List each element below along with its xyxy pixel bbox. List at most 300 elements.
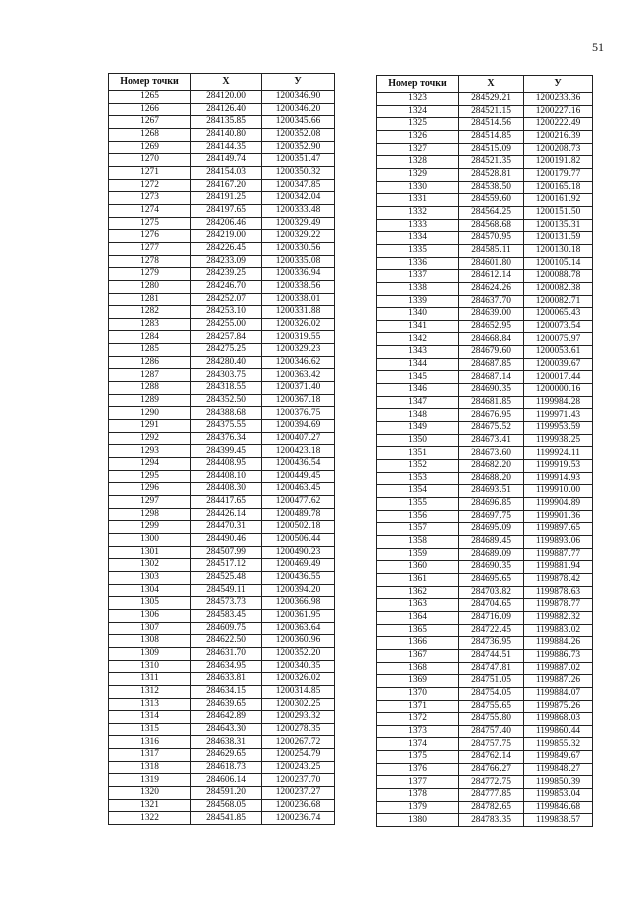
cell-y: 1200352.90 bbox=[262, 141, 335, 154]
table-row bbox=[377, 333, 593, 346]
table-row bbox=[377, 789, 593, 802]
cell-point-number: 1284 bbox=[109, 331, 191, 344]
table-row bbox=[109, 609, 335, 622]
cell-x: 284585.11 bbox=[459, 244, 524, 257]
cell-y: 1200130.18 bbox=[524, 244, 593, 257]
table-row bbox=[377, 535, 593, 548]
cell-point-number: 1336 bbox=[377, 257, 459, 270]
table-row bbox=[377, 548, 593, 561]
cell-y: 1200489.78 bbox=[262, 508, 335, 521]
table-row bbox=[109, 622, 335, 635]
cell-y: 1200236.68 bbox=[262, 799, 335, 812]
cell-point-number: 1358 bbox=[377, 535, 459, 548]
cell-x: 284762.14 bbox=[459, 751, 524, 764]
cell-y: 1200161.92 bbox=[524, 194, 593, 207]
table-row bbox=[109, 179, 335, 192]
cell-x: 284529.21 bbox=[459, 93, 524, 106]
cell-point-number: 1331 bbox=[377, 194, 459, 207]
table-row bbox=[109, 483, 335, 496]
header-y: У bbox=[262, 74, 335, 91]
header-y: У bbox=[524, 76, 593, 93]
table-row bbox=[377, 409, 593, 422]
cell-y: 1199878.63 bbox=[524, 586, 593, 599]
cell-point-number: 1286 bbox=[109, 356, 191, 369]
table-row bbox=[377, 105, 593, 118]
cell-y: 1199855.32 bbox=[524, 738, 593, 751]
cell-point-number: 1372 bbox=[377, 713, 459, 726]
cell-x: 284673.41 bbox=[459, 434, 524, 447]
cell-point-number: 1362 bbox=[377, 586, 459, 599]
cell-point-number: 1309 bbox=[109, 647, 191, 660]
header-point-number: Номер точки bbox=[377, 76, 459, 93]
cell-point-number: 1337 bbox=[377, 270, 459, 283]
cell-x: 284140.80 bbox=[191, 128, 262, 141]
cell-point-number: 1272 bbox=[109, 179, 191, 192]
cell-point-number: 1317 bbox=[109, 749, 191, 762]
cell-y: 1200351.47 bbox=[262, 154, 335, 167]
cell-x: 284219.00 bbox=[191, 230, 262, 243]
cell-y: 1199884.26 bbox=[524, 637, 593, 650]
table-row bbox=[109, 293, 335, 306]
cell-point-number: 1344 bbox=[377, 358, 459, 371]
cell-point-number: 1376 bbox=[377, 763, 459, 776]
cell-point-number: 1356 bbox=[377, 510, 459, 523]
cell-y: 1199853.04 bbox=[524, 789, 593, 802]
cell-x: 284744.51 bbox=[459, 649, 524, 662]
cell-y: 1199893.06 bbox=[524, 535, 593, 548]
cell-y: 1199875.26 bbox=[524, 700, 593, 713]
cell-y: 1200082.38 bbox=[524, 282, 593, 295]
cell-x: 284135.85 bbox=[191, 116, 262, 129]
cell-x: 284693.51 bbox=[459, 485, 524, 498]
cell-y: 1200477.62 bbox=[262, 496, 335, 509]
table-row bbox=[377, 561, 593, 574]
cell-y: 1199846.68 bbox=[524, 801, 593, 814]
cell-point-number: 1279 bbox=[109, 268, 191, 281]
table-row bbox=[109, 344, 335, 357]
cell-y: 1200236.74 bbox=[262, 812, 335, 825]
cell-point-number: 1343 bbox=[377, 346, 459, 359]
cell-x: 284757.75 bbox=[459, 738, 524, 751]
cell-x: 284624.26 bbox=[459, 282, 524, 295]
table-row bbox=[377, 611, 593, 624]
cell-point-number: 1339 bbox=[377, 295, 459, 308]
cell-point-number: 1300 bbox=[109, 533, 191, 546]
table-row bbox=[377, 637, 593, 650]
table-row bbox=[377, 649, 593, 662]
cell-point-number: 1321 bbox=[109, 799, 191, 812]
cell-point-number: 1299 bbox=[109, 521, 191, 534]
cell-y: 1200342.04 bbox=[262, 192, 335, 205]
table-row bbox=[377, 194, 593, 207]
cell-point-number: 1289 bbox=[109, 394, 191, 407]
cell-y: 1200216.39 bbox=[524, 130, 593, 143]
cell-point-number: 1305 bbox=[109, 597, 191, 610]
cell-x: 284601.80 bbox=[459, 257, 524, 270]
cell-y: 1200065.43 bbox=[524, 308, 593, 321]
table-row bbox=[377, 257, 593, 270]
cell-x: 284634.95 bbox=[191, 660, 262, 673]
cell-point-number: 1335 bbox=[377, 244, 459, 257]
cell-point-number: 1367 bbox=[377, 649, 459, 662]
cell-point-number: 1280 bbox=[109, 280, 191, 293]
cell-x: 284120.00 bbox=[191, 91, 262, 104]
cell-x: 284696.85 bbox=[459, 498, 524, 511]
cell-point-number: 1270 bbox=[109, 154, 191, 167]
cell-point-number: 1268 bbox=[109, 128, 191, 141]
cell-point-number: 1274 bbox=[109, 204, 191, 217]
cell-x: 284637.70 bbox=[459, 295, 524, 308]
cell-point-number: 1297 bbox=[109, 496, 191, 509]
cell-point-number: 1332 bbox=[377, 206, 459, 219]
table-row bbox=[109, 584, 335, 597]
table-row bbox=[109, 331, 335, 344]
cell-point-number: 1285 bbox=[109, 344, 191, 357]
cell-point-number: 1364 bbox=[377, 611, 459, 624]
cell-x: 284559.60 bbox=[459, 194, 524, 207]
header-x: X bbox=[459, 76, 524, 93]
cell-y: 1200088.78 bbox=[524, 270, 593, 283]
cell-point-number: 1329 bbox=[377, 168, 459, 181]
cell-point-number: 1298 bbox=[109, 508, 191, 521]
cell-x: 284697.75 bbox=[459, 510, 524, 523]
cell-y: 1200336.94 bbox=[262, 268, 335, 281]
cell-point-number: 1361 bbox=[377, 573, 459, 586]
cell-y: 1200179.77 bbox=[524, 168, 593, 181]
cell-y: 1200329.22 bbox=[262, 230, 335, 243]
cell-x: 284688.20 bbox=[459, 472, 524, 485]
cell-x: 284695.65 bbox=[459, 573, 524, 586]
coordinates-table-left bbox=[108, 73, 335, 825]
cell-y: 1200017.44 bbox=[524, 371, 593, 384]
cell-x: 284514.56 bbox=[459, 118, 524, 131]
cell-y: 1200335.08 bbox=[262, 255, 335, 268]
table-row bbox=[109, 799, 335, 812]
cell-y: 1200436.54 bbox=[262, 458, 335, 471]
cell-x: 284507.99 bbox=[191, 546, 262, 559]
cell-point-number: 1347 bbox=[377, 396, 459, 409]
table-row bbox=[377, 586, 593, 599]
cell-point-number: 1338 bbox=[377, 282, 459, 295]
cell-y: 1200506.44 bbox=[262, 533, 335, 546]
table-row bbox=[377, 295, 593, 308]
cell-y: 1200338.56 bbox=[262, 280, 335, 293]
cell-point-number: 1304 bbox=[109, 584, 191, 597]
table-row bbox=[377, 270, 593, 283]
cell-y: 1200502.18 bbox=[262, 521, 335, 534]
table-row bbox=[109, 685, 335, 698]
cell-point-number: 1359 bbox=[377, 548, 459, 561]
cell-y: 1200131.59 bbox=[524, 232, 593, 245]
cell-y: 1200227.16 bbox=[524, 105, 593, 118]
cell-point-number: 1319 bbox=[109, 774, 191, 787]
cell-point-number: 1281 bbox=[109, 293, 191, 306]
cell-x: 284591.20 bbox=[191, 787, 262, 800]
cell-point-number: 1377 bbox=[377, 776, 459, 789]
table-row bbox=[377, 751, 593, 764]
cell-y: 1199953.59 bbox=[524, 422, 593, 435]
table-row bbox=[109, 91, 335, 104]
cell-point-number: 1334 bbox=[377, 232, 459, 245]
cell-point-number: 1275 bbox=[109, 217, 191, 230]
table-row bbox=[377, 320, 593, 333]
cell-x: 284681.85 bbox=[459, 396, 524, 409]
cell-x: 284149.74 bbox=[191, 154, 262, 167]
cell-y: 1199884.07 bbox=[524, 687, 593, 700]
table-row bbox=[377, 485, 593, 498]
cell-y: 1200363.42 bbox=[262, 369, 335, 382]
cell-y: 1199883.02 bbox=[524, 624, 593, 637]
cell-x: 284704.65 bbox=[459, 599, 524, 612]
cell-point-number: 1365 bbox=[377, 624, 459, 637]
table-row bbox=[377, 143, 593, 156]
cell-point-number: 1374 bbox=[377, 738, 459, 751]
cell-x: 284783.35 bbox=[459, 814, 524, 827]
cell-x: 284612.14 bbox=[459, 270, 524, 283]
cell-x: 284280.40 bbox=[191, 356, 262, 369]
cell-point-number: 1301 bbox=[109, 546, 191, 559]
cell-x: 284751.05 bbox=[459, 675, 524, 688]
cell-point-number: 1355 bbox=[377, 498, 459, 511]
cell-point-number: 1380 bbox=[377, 814, 459, 827]
cell-x: 284549.11 bbox=[191, 584, 262, 597]
table-row bbox=[109, 508, 335, 521]
cell-x: 284687.14 bbox=[459, 371, 524, 384]
cell-x: 284515.09 bbox=[459, 143, 524, 156]
table-body-right bbox=[377, 93, 593, 827]
cell-point-number: 1351 bbox=[377, 447, 459, 460]
coordinates-table-right bbox=[376, 75, 593, 827]
cell-x: 284633.81 bbox=[191, 673, 262, 686]
cell-y: 1200363.64 bbox=[262, 622, 335, 635]
cell-y: 1200376.75 bbox=[262, 407, 335, 420]
cell-y: 1199868.03 bbox=[524, 713, 593, 726]
cell-x: 284226.45 bbox=[191, 242, 262, 255]
cell-y: 1199887.02 bbox=[524, 662, 593, 675]
cell-x: 284408.30 bbox=[191, 483, 262, 496]
cell-x: 284252.07 bbox=[191, 293, 262, 306]
cell-point-number: 1371 bbox=[377, 700, 459, 713]
cell-point-number: 1325 bbox=[377, 118, 459, 131]
cell-y: 1200293.32 bbox=[262, 711, 335, 724]
cell-x: 284541.85 bbox=[191, 812, 262, 825]
cell-point-number: 1346 bbox=[377, 384, 459, 397]
cell-y: 1200082.71 bbox=[524, 295, 593, 308]
cell-y: 1199919.53 bbox=[524, 460, 593, 473]
cell-y: 1200053.61 bbox=[524, 346, 593, 359]
table-row bbox=[109, 521, 335, 534]
table-row bbox=[377, 662, 593, 675]
cell-y: 1200165.18 bbox=[524, 181, 593, 194]
cell-x: 284757.40 bbox=[459, 725, 524, 738]
cell-point-number: 1366 bbox=[377, 637, 459, 650]
cell-point-number: 1327 bbox=[377, 143, 459, 156]
cell-y: 1200367.18 bbox=[262, 394, 335, 407]
cell-y: 1200346.20 bbox=[262, 103, 335, 116]
cell-x: 284772.75 bbox=[459, 776, 524, 789]
cell-x: 284583.45 bbox=[191, 609, 262, 622]
cell-point-number: 1271 bbox=[109, 166, 191, 179]
cell-point-number: 1360 bbox=[377, 561, 459, 574]
cell-x: 284638.31 bbox=[191, 736, 262, 749]
cell-point-number: 1354 bbox=[377, 485, 459, 498]
table-row bbox=[377, 371, 593, 384]
cell-x: 284517.12 bbox=[191, 559, 262, 572]
table-row bbox=[377, 358, 593, 371]
table-row bbox=[377, 118, 593, 131]
cell-y: 1200340.35 bbox=[262, 660, 335, 673]
cell-y: 1200329.49 bbox=[262, 217, 335, 230]
cell-y: 1199878.42 bbox=[524, 573, 593, 586]
cell-x: 284668.84 bbox=[459, 333, 524, 346]
cell-y: 1199984.28 bbox=[524, 396, 593, 409]
cell-x: 284782.65 bbox=[459, 801, 524, 814]
cell-y: 1199887.26 bbox=[524, 675, 593, 688]
cell-x: 284521.15 bbox=[459, 105, 524, 118]
table-row bbox=[377, 156, 593, 169]
cell-point-number: 1330 bbox=[377, 181, 459, 194]
table-row bbox=[377, 396, 593, 409]
cell-y: 1199901.36 bbox=[524, 510, 593, 523]
table-row bbox=[109, 787, 335, 800]
cell-point-number: 1293 bbox=[109, 445, 191, 458]
cell-point-number: 1307 bbox=[109, 622, 191, 635]
table-row bbox=[377, 244, 593, 257]
table-row bbox=[377, 422, 593, 435]
cell-y: 1200319.55 bbox=[262, 331, 335, 344]
table-row bbox=[377, 700, 593, 713]
cell-x: 284690.35 bbox=[459, 561, 524, 574]
cell-point-number: 1323 bbox=[377, 93, 459, 106]
cell-point-number: 1282 bbox=[109, 306, 191, 319]
table-row bbox=[109, 736, 335, 749]
cell-x: 284755.80 bbox=[459, 713, 524, 726]
cell-x: 284417.65 bbox=[191, 496, 262, 509]
cell-y: 1200267.72 bbox=[262, 736, 335, 749]
cell-y: 1200237.70 bbox=[262, 774, 335, 787]
cell-x: 284634.15 bbox=[191, 685, 262, 698]
cell-y: 1200237.27 bbox=[262, 787, 335, 800]
cell-point-number: 1277 bbox=[109, 242, 191, 255]
cell-point-number: 1320 bbox=[109, 787, 191, 800]
table-row bbox=[109, 458, 335, 471]
cell-y: 1200073.54 bbox=[524, 320, 593, 333]
table-row bbox=[109, 597, 335, 610]
cell-y: 1200469.49 bbox=[262, 559, 335, 572]
cell-point-number: 1267 bbox=[109, 116, 191, 129]
cell-point-number: 1292 bbox=[109, 432, 191, 445]
cell-x: 284639.65 bbox=[191, 698, 262, 711]
cell-y: 1200366.98 bbox=[262, 597, 335, 610]
table-row bbox=[109, 369, 335, 382]
cell-x: 284643.30 bbox=[191, 723, 262, 736]
cell-point-number: 1314 bbox=[109, 711, 191, 724]
table-row bbox=[109, 749, 335, 762]
table-row bbox=[109, 571, 335, 584]
cell-point-number: 1311 bbox=[109, 673, 191, 686]
table-row bbox=[109, 420, 335, 433]
cell-x: 284521.35 bbox=[459, 156, 524, 169]
cell-x: 284318.55 bbox=[191, 382, 262, 395]
table-row bbox=[109, 812, 335, 825]
table-body-left bbox=[109, 91, 335, 825]
table-row bbox=[109, 128, 335, 141]
table-row bbox=[109, 533, 335, 546]
cell-point-number: 1315 bbox=[109, 723, 191, 736]
cell-x: 284747.81 bbox=[459, 662, 524, 675]
cell-point-number: 1326 bbox=[377, 130, 459, 143]
cell-y: 1200346.90 bbox=[262, 91, 335, 104]
cell-x: 284736.95 bbox=[459, 637, 524, 650]
cell-x: 284716.09 bbox=[459, 611, 524, 624]
table-row bbox=[377, 308, 593, 321]
cell-y: 1200449.45 bbox=[262, 470, 335, 483]
cell-x: 284675.52 bbox=[459, 422, 524, 435]
cell-y: 1200039.67 bbox=[524, 358, 593, 371]
cell-y: 1200222.49 bbox=[524, 118, 593, 131]
cell-x: 284755.65 bbox=[459, 700, 524, 713]
cell-x: 284673.60 bbox=[459, 447, 524, 460]
cell-x: 284573.73 bbox=[191, 597, 262, 610]
cell-x: 284144.35 bbox=[191, 141, 262, 154]
cell-x: 284642.89 bbox=[191, 711, 262, 724]
table-row bbox=[109, 470, 335, 483]
cell-x: 284408.95 bbox=[191, 458, 262, 471]
cell-y: 1200302.25 bbox=[262, 698, 335, 711]
cell-point-number: 1353 bbox=[377, 472, 459, 485]
cell-x: 284682.20 bbox=[459, 460, 524, 473]
cell-x: 284754.05 bbox=[459, 687, 524, 700]
cell-y: 1200407.27 bbox=[262, 432, 335, 445]
cell-point-number: 1373 bbox=[377, 725, 459, 738]
cell-x: 284629.65 bbox=[191, 749, 262, 762]
cell-y: 1200352.08 bbox=[262, 128, 335, 141]
cell-point-number: 1369 bbox=[377, 675, 459, 688]
table-row bbox=[377, 93, 593, 106]
cell-x: 284676.95 bbox=[459, 409, 524, 422]
table-row bbox=[377, 573, 593, 586]
cell-x: 284426.14 bbox=[191, 508, 262, 521]
table-row bbox=[377, 713, 593, 726]
table-row bbox=[377, 219, 593, 232]
page-number: 51 bbox=[592, 40, 604, 54]
cell-y: 1200463.45 bbox=[262, 483, 335, 496]
cell-y: 1200191.82 bbox=[524, 156, 593, 169]
table-row bbox=[109, 166, 335, 179]
cell-x: 284257.84 bbox=[191, 331, 262, 344]
cell-y: 1200345.66 bbox=[262, 116, 335, 129]
cell-x: 284606.14 bbox=[191, 774, 262, 787]
cell-x: 284690.35 bbox=[459, 384, 524, 397]
table-row bbox=[109, 407, 335, 420]
table-row bbox=[109, 255, 335, 268]
table-row bbox=[377, 206, 593, 219]
cell-point-number: 1290 bbox=[109, 407, 191, 420]
table-row bbox=[109, 496, 335, 509]
table-row bbox=[377, 814, 593, 827]
table-row bbox=[109, 103, 335, 116]
cell-y: 1200329.23 bbox=[262, 344, 335, 357]
cell-point-number: 1328 bbox=[377, 156, 459, 169]
table-row bbox=[377, 675, 593, 688]
cell-x: 284568.68 bbox=[459, 219, 524, 232]
cell-x: 284275.25 bbox=[191, 344, 262, 357]
cell-x: 284695.09 bbox=[459, 523, 524, 536]
cell-y: 1199910.00 bbox=[524, 485, 593, 498]
cell-point-number: 1269 bbox=[109, 141, 191, 154]
cell-y: 1200331.88 bbox=[262, 306, 335, 319]
table-row bbox=[377, 447, 593, 460]
